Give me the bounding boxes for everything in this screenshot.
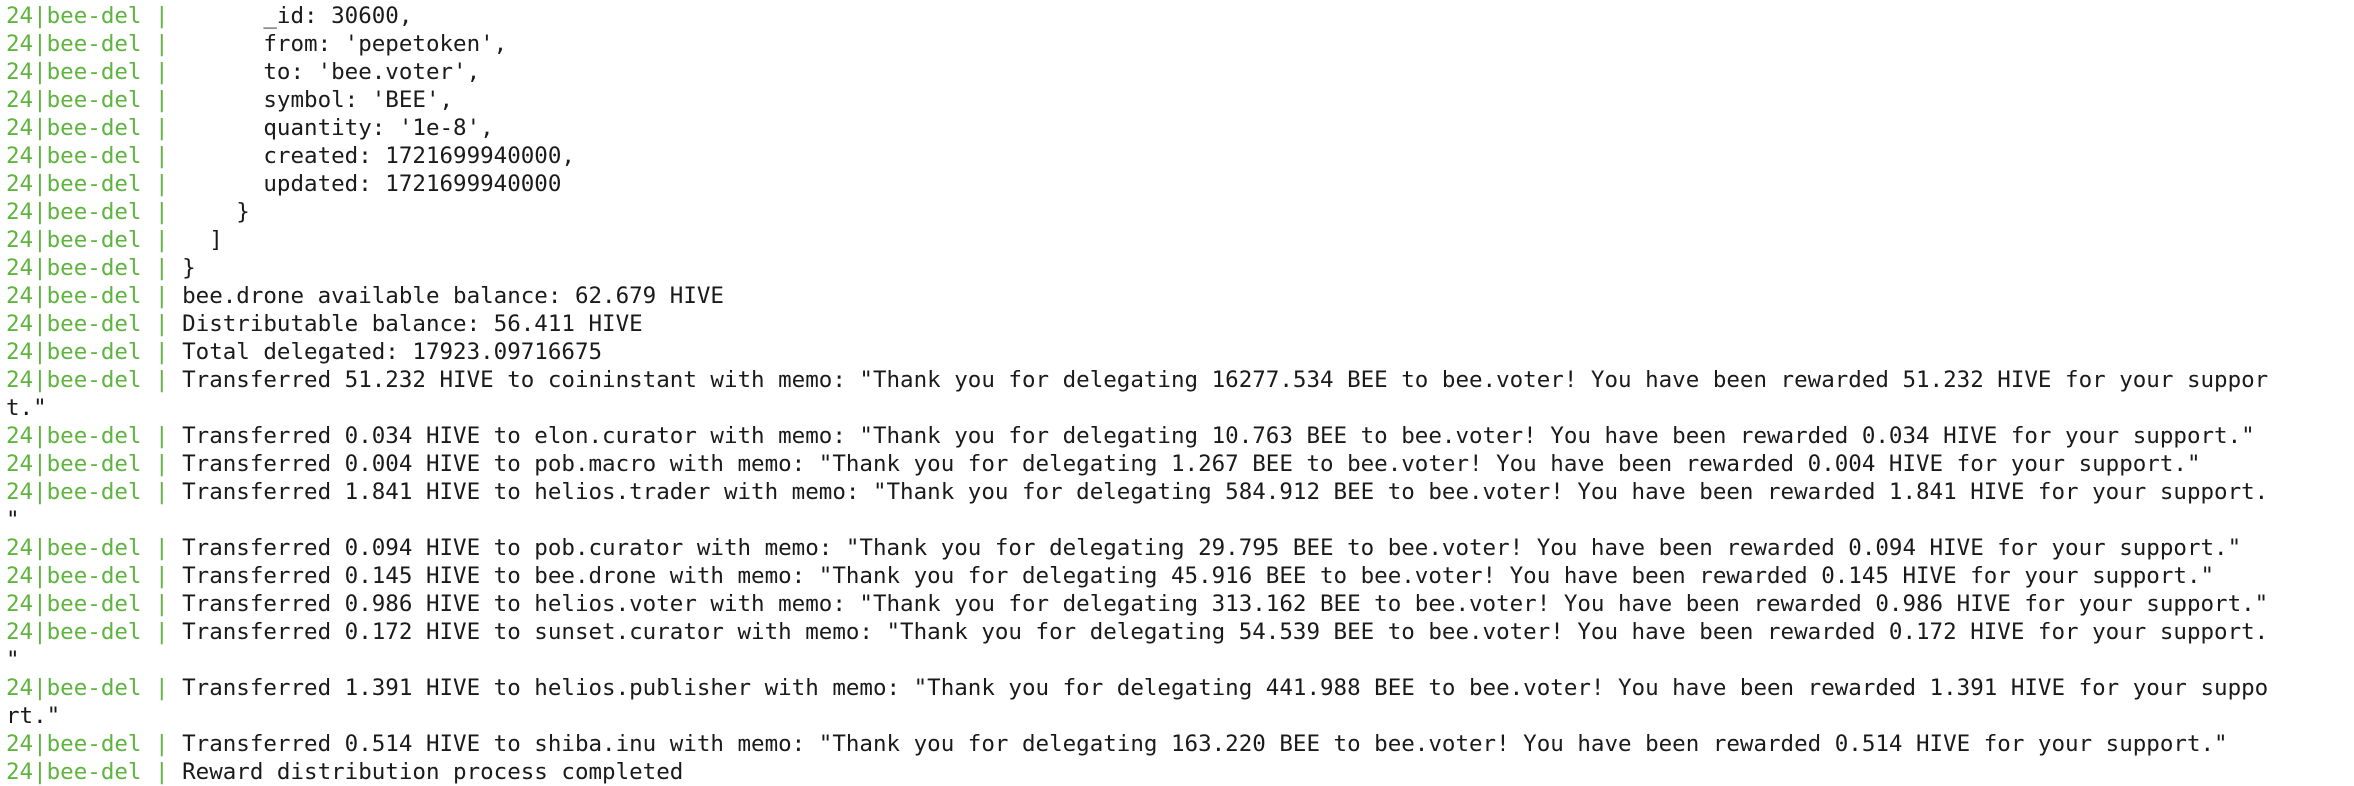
log-message: ]	[182, 227, 223, 253]
process-prefix: 24|bee-del	[6, 591, 142, 617]
log-line	[6, 506, 2354, 534]
log-line	[6, 338, 2354, 366]
log-line	[6, 394, 2354, 422]
prefix-separator: |	[141, 591, 183, 617]
log-line	[6, 142, 2354, 170]
prefix-separator: |	[141, 227, 183, 253]
log-line	[6, 534, 2354, 562]
log-line	[6, 590, 2354, 618]
prefix-separator: |	[141, 3, 183, 29]
process-prefix: 24|bee-del	[6, 535, 142, 561]
process-prefix: 24|bee-del	[6, 311, 142, 337]
prefix-separator: |	[141, 451, 183, 477]
process-prefix: 24|bee-del	[6, 479, 142, 505]
log-line	[6, 30, 2354, 58]
process-prefix: 24|bee-del	[6, 283, 142, 309]
process-prefix: 24|bee-del	[6, 451, 142, 477]
process-prefix: 24|bee-del	[6, 171, 142, 197]
process-prefix: 24|bee-del	[6, 227, 142, 253]
log-message: Transferred 0.034 HIVE to elon.curator with memo: "Thank you for delegating 10.763 BEE to bee.voter! You have been rewarded 0.034 HIVE for your support."	[182, 423, 2255, 449]
log-line	[6, 646, 2354, 674]
log-message: Reward distribution process completed	[182, 759, 684, 785]
process-prefix: 24|bee-del	[6, 115, 142, 141]
log-message: bee.drone available balance: 62.679 HIVE	[182, 283, 724, 309]
log-message: t."	[6, 395, 47, 421]
log-line	[6, 198, 2354, 226]
log-line	[6, 478, 2354, 506]
log-line	[6, 58, 2354, 86]
process-prefix: 24|bee-del	[6, 255, 142, 281]
log-line	[6, 758, 2354, 786]
log-line	[6, 422, 2354, 450]
log-message: Total delegated: 17923.09716675	[182, 339, 603, 365]
log-message: }	[182, 255, 196, 281]
process-prefix: 24|bee-del	[6, 143, 142, 169]
log-message: Transferred 0.145 HIVE to bee.drone with memo: "Thank you for delegating 45.916 BEE to bee.voter! You have been rewarded 0.145 HIVE for your support."	[182, 563, 2215, 589]
log-message: Transferred 0.004 HIVE to pob.macro with memo: "Thank you for delegating 1.267 BEE to bee.voter! You have been rewarded 0.004 HIVE for your support."	[182, 451, 2201, 477]
log-line	[6, 450, 2354, 478]
prefix-separator: |	[141, 479, 183, 505]
prefix-separator: |	[141, 619, 183, 645]
log-message: "	[6, 647, 20, 673]
prefix-separator: |	[141, 731, 183, 757]
prefix-separator: |	[141, 367, 183, 393]
process-prefix: 24|bee-del	[6, 367, 142, 393]
log-message: Transferred 1.391 HIVE to helios.publisher with memo: "Thank you for delegating 441.988 BEE to bee.voter! You have been rewarded 1.391 HIVE for your suppo	[182, 675, 2269, 701]
log-message: from: 'pepetoken',	[182, 31, 508, 57]
log-line	[6, 702, 2354, 730]
process-prefix: 24|bee-del	[6, 423, 142, 449]
prefix-separator: |	[141, 339, 183, 365]
prefix-separator: |	[141, 31, 183, 57]
process-prefix: 24|bee-del	[6, 59, 142, 85]
process-prefix: 24|bee-del	[6, 675, 142, 701]
log-message: Transferred 0.986 HIVE to helios.voter with memo: "Thank you for delegating 313.162 BEE to bee.voter! You have been rewarded 0.986 HIVE for your support."	[182, 591, 2269, 617]
prefix-separator: |	[141, 87, 183, 113]
process-prefix: 24|bee-del	[6, 731, 142, 757]
log-message: Transferred 1.841 HIVE to helios.trader with memo: "Thank you for delegating 584.912 BEE to bee.voter! You have been rewarded 1.841 HIVE for your support.	[182, 479, 2269, 505]
prefix-separator: |	[141, 59, 183, 85]
process-prefix: 24|bee-del	[6, 31, 142, 57]
log-line	[6, 562, 2354, 590]
log-message: Distributable balance: 56.411 HIVE	[182, 311, 643, 337]
log-message: to: 'bee.voter',	[182, 59, 481, 85]
log-line	[6, 254, 2354, 282]
log-line	[6, 282, 2354, 310]
log-message: Transferred 51.232 HIVE to coininstant with memo: "Thank you for delegating 16277.534 BEE to bee.voter! You have been rewarded 51.232 HIVE for your suppor	[182, 367, 2269, 393]
log-message: Transferred 0.514 HIVE to shiba.inu with memo: "Thank you for delegating 163.220 BEE to bee.voter! You have been rewarded 0.514 HIVE for your support."	[182, 731, 2228, 757]
log-message: symbol: 'BEE',	[182, 87, 454, 113]
log-message: "	[6, 507, 20, 533]
log-line	[6, 366, 2354, 394]
log-message: rt."	[6, 703, 61, 729]
log-message: }	[182, 199, 250, 225]
process-prefix: 24|bee-del	[6, 87, 142, 113]
log-message: Transferred 0.172 HIVE to sunset.curator with memo: "Thank you for delegating 54.539 BEE to bee.voter! You have been rewarded 0.172 HIVE for your support.	[182, 619, 2269, 645]
process-prefix: 24|bee-del	[6, 339, 142, 365]
prefix-separator: |	[141, 143, 183, 169]
log-message: quantity: '1e-8',	[182, 115, 494, 141]
log-message: created: 1721699940000,	[182, 143, 575, 169]
process-prefix: 24|bee-del	[6, 619, 142, 645]
prefix-separator: |	[141, 311, 183, 337]
prefix-separator: |	[141, 199, 183, 225]
process-prefix: 24|bee-del	[6, 3, 142, 29]
prefix-separator: |	[141, 423, 183, 449]
log-line	[6, 730, 2354, 758]
log-line	[6, 2, 2354, 30]
log-line	[6, 114, 2354, 142]
prefix-separator: |	[141, 283, 183, 309]
prefix-separator: |	[141, 675, 183, 701]
log-line	[6, 618, 2354, 646]
log-message: Transferred 0.094 HIVE to pob.curator with memo: "Thank you for delegating 29.795 BEE to bee.voter! You have been rewarded 0.094 HIVE for your support."	[182, 535, 2242, 561]
log-line	[6, 86, 2354, 114]
prefix-separator: |	[141, 171, 183, 197]
log-message: updated: 1721699940000	[182, 171, 562, 197]
log-line	[6, 170, 2354, 198]
prefix-separator: |	[141, 115, 183, 141]
prefix-separator: |	[141, 535, 183, 561]
prefix-separator: |	[141, 759, 183, 785]
log-line	[6, 310, 2354, 338]
log-message: _id: 30600,	[182, 3, 413, 29]
log-line	[6, 226, 2354, 254]
log-line	[6, 674, 2354, 702]
process-prefix: 24|bee-del	[6, 563, 142, 589]
process-prefix: 24|bee-del	[6, 759, 142, 785]
process-prefix: 24|bee-del	[6, 199, 142, 225]
prefix-separator: |	[141, 563, 183, 589]
prefix-separator: |	[141, 255, 183, 281]
